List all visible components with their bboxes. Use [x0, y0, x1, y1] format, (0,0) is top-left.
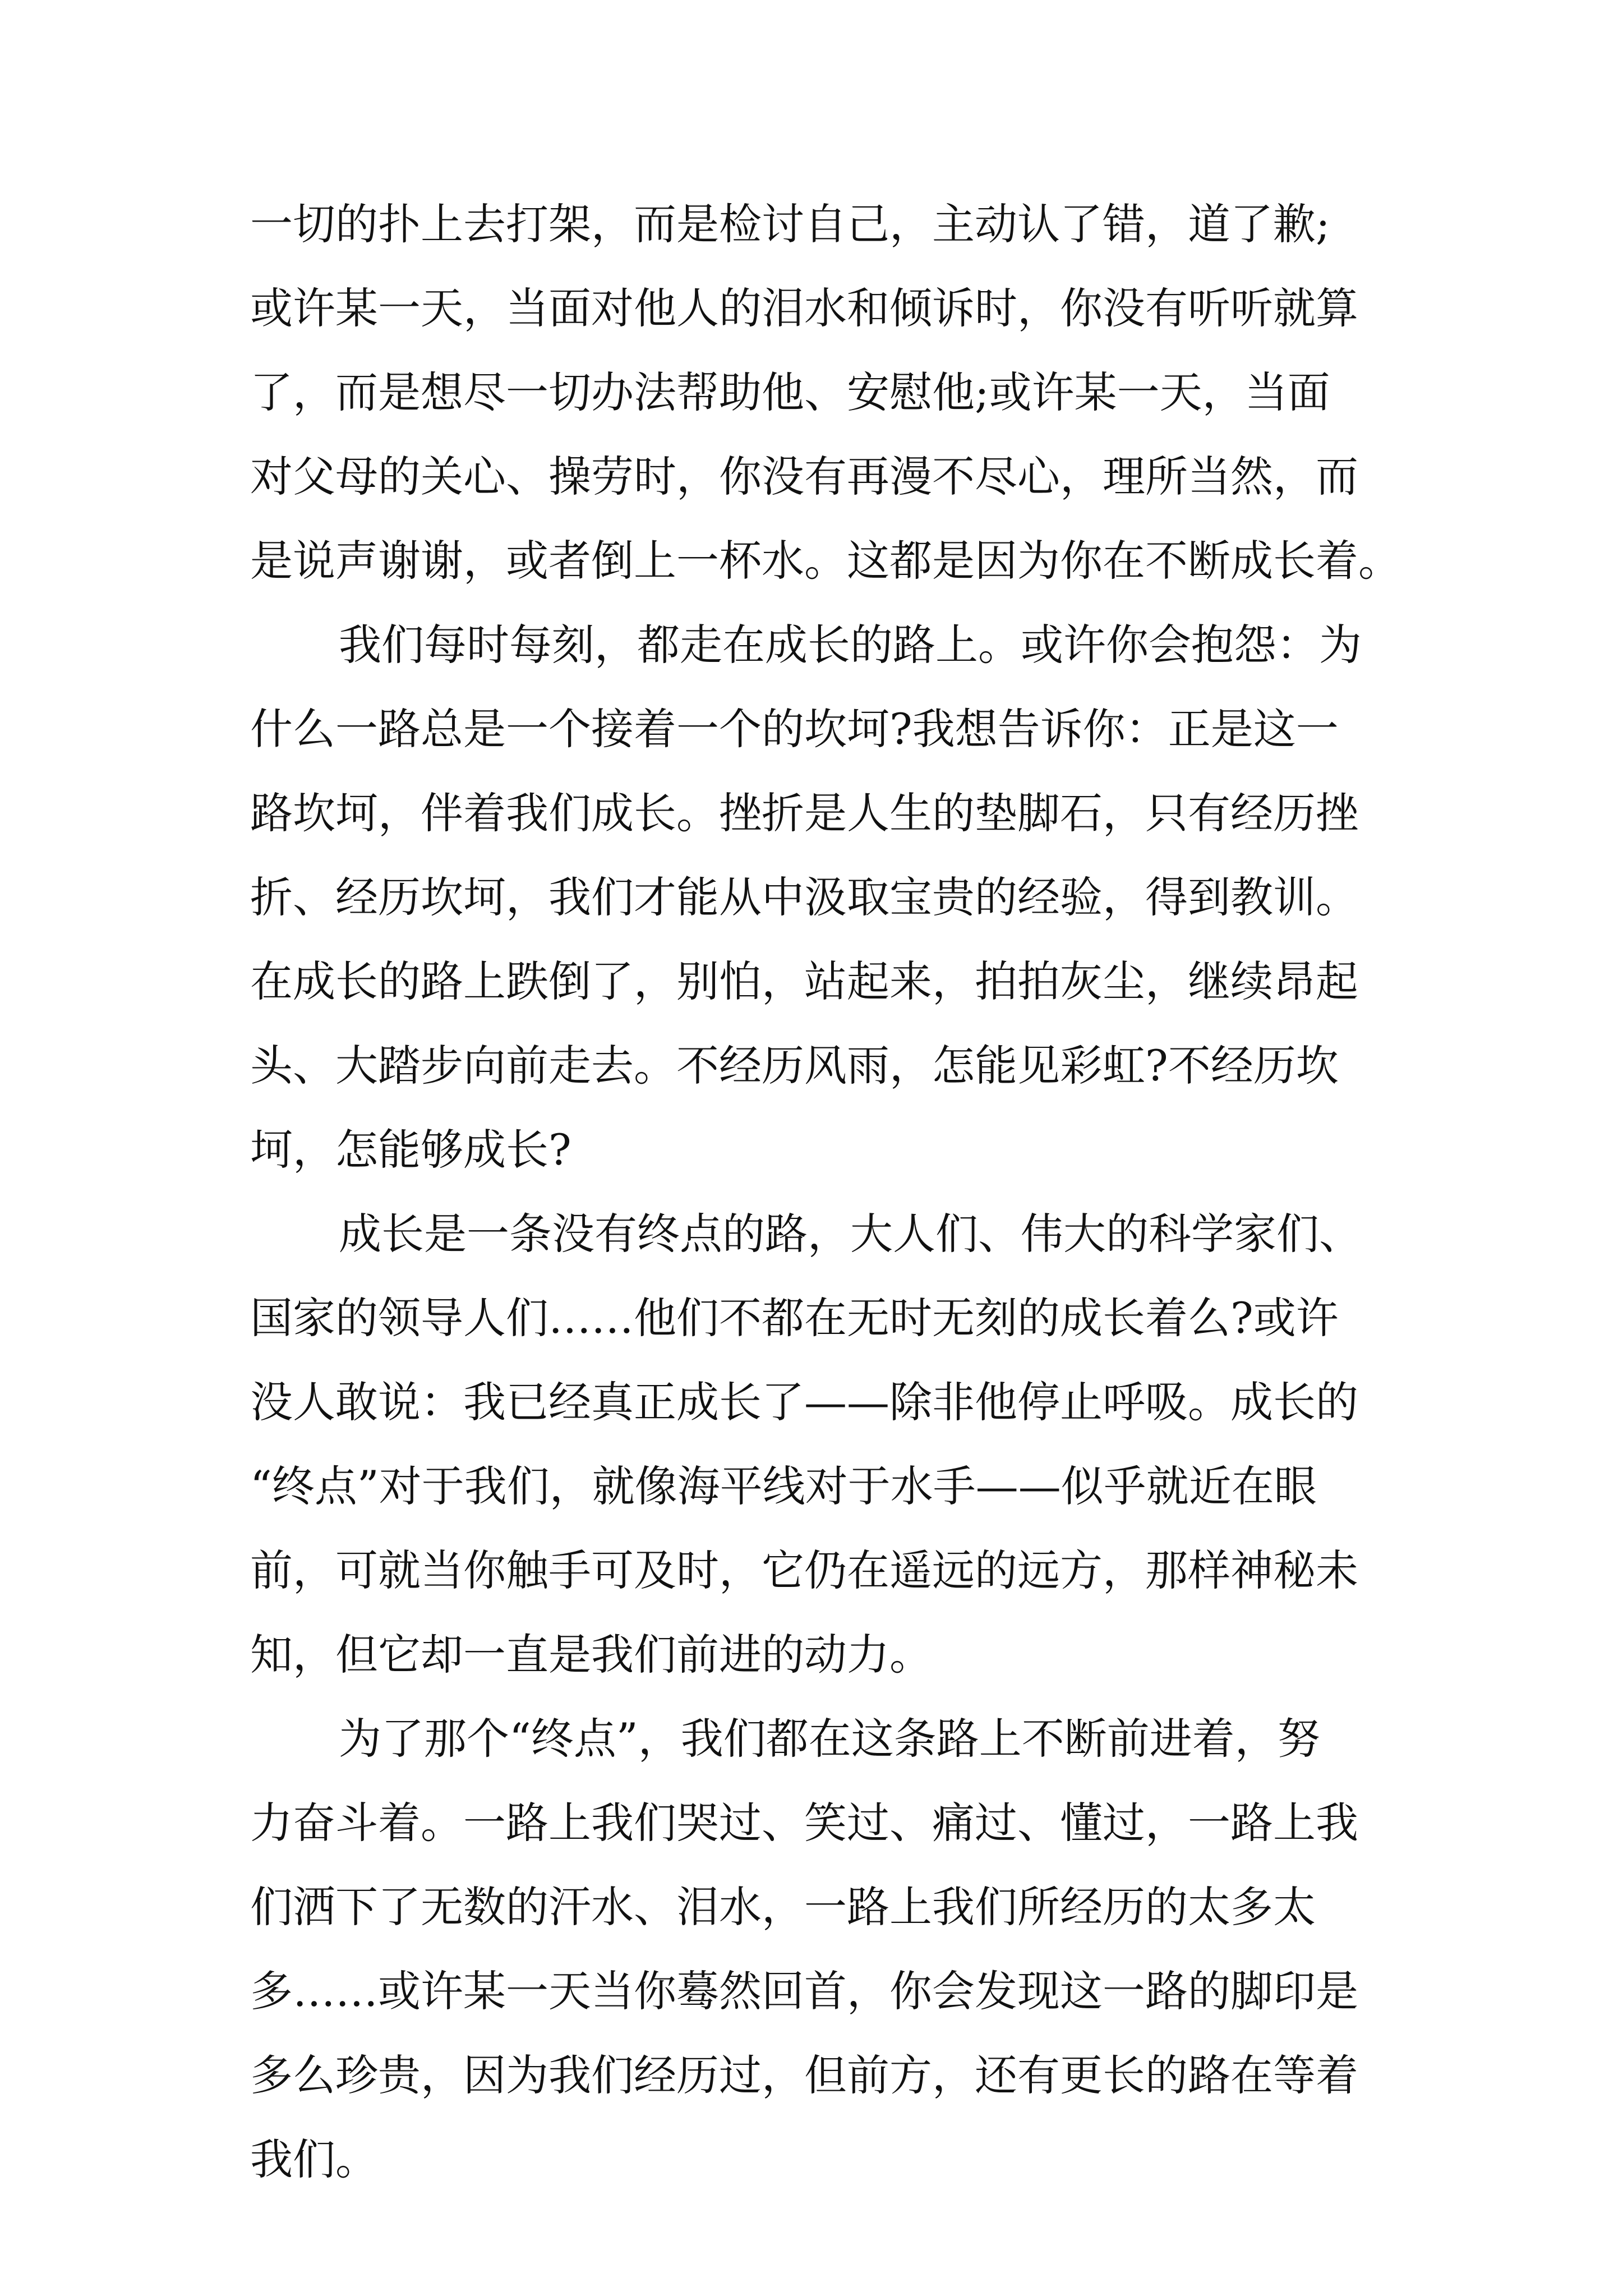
- text-line: 力奋斗着。一路上我们哭过、笑过、痛过、懂过，一路上我: [250, 1798, 1358, 1848]
- text-line: 对父母的关心、操劳时，你没有再漫不尽心，理所当然，而: [250, 452, 1358, 501]
- text-line: 坷，怎能够成长?: [250, 1125, 571, 1175]
- text-line: 了，而是想尽一切办法帮助他、安慰他;或许某一天，当面: [250, 367, 1330, 417]
- paragraph-start-line: 为了那个“终点”，我们都在这条路上不断前进着，努: [339, 1714, 1320, 1764]
- text-line: 多……或许某一天当你蓦然回首，你会发现这一路的脚印是: [250, 1966, 1358, 2016]
- text-line: 国家的领导人们……他们不都在无时无刻的成长着么?或许: [250, 1293, 1339, 1343]
- text-line: 前，可就当你触手可及时，它仍在遥远的远方，那样神秘未: [250, 1545, 1358, 1595]
- text-line: 路坎坷，伴着我们成长。挫折是人生的垫脚石，只有经历挫: [250, 788, 1358, 838]
- text-line: 是说声谢谢，或者倒上一杯水。这都是因为你在不断成长着。: [250, 536, 1401, 586]
- text-line: 们洒下了无数的汗水、泪水，一路上我们所经历的太多太: [250, 1882, 1316, 1932]
- text-line: 多么珍贵，因为我们经历过，但前方，还有更长的路在等着: [250, 2050, 1358, 2100]
- text-line: “终点”对于我们，就像海平线对于水手——似乎就近在眼: [250, 1461, 1317, 1511]
- paragraph-start-line: 成长是一条没有终点的路，大人们、伟大的科学家们、: [339, 1209, 1362, 1259]
- paragraph-start-line: 我们每时每刻，都走在成长的路上。或许你会抱怨：为: [339, 620, 1362, 670]
- text-line: 没人敢说：我已经真正成长了——除非他停止呼吸。成长的: [250, 1377, 1358, 1427]
- text-line: 什么一路总是一个接着一个的坎坷?我想告诉你：正是这一: [250, 704, 1339, 754]
- text-line: 我们。: [250, 2134, 378, 2184]
- text-line: 或许某一天，当面对他人的泪水和倾诉时，你没有听听就算: [250, 283, 1358, 333]
- text-line: 折、经历坎坷，我们才能从中汲取宝贵的经验，得到教训。: [250, 872, 1358, 922]
- text-line: 头、大踏步向前走去。不经历风雨，怎能见彩虹?不经历坎: [250, 1041, 1339, 1091]
- text-line: 在成长的路上跌倒了，别怕，站起来，拍拍灰尘，继续昂起: [250, 956, 1358, 1006]
- text-line: 知，但它却一直是我们前进的动力。: [250, 1630, 932, 1680]
- text-line: 一切的扑上去打架，而是检讨自己，主动认了错，道了歉;: [250, 199, 1330, 249]
